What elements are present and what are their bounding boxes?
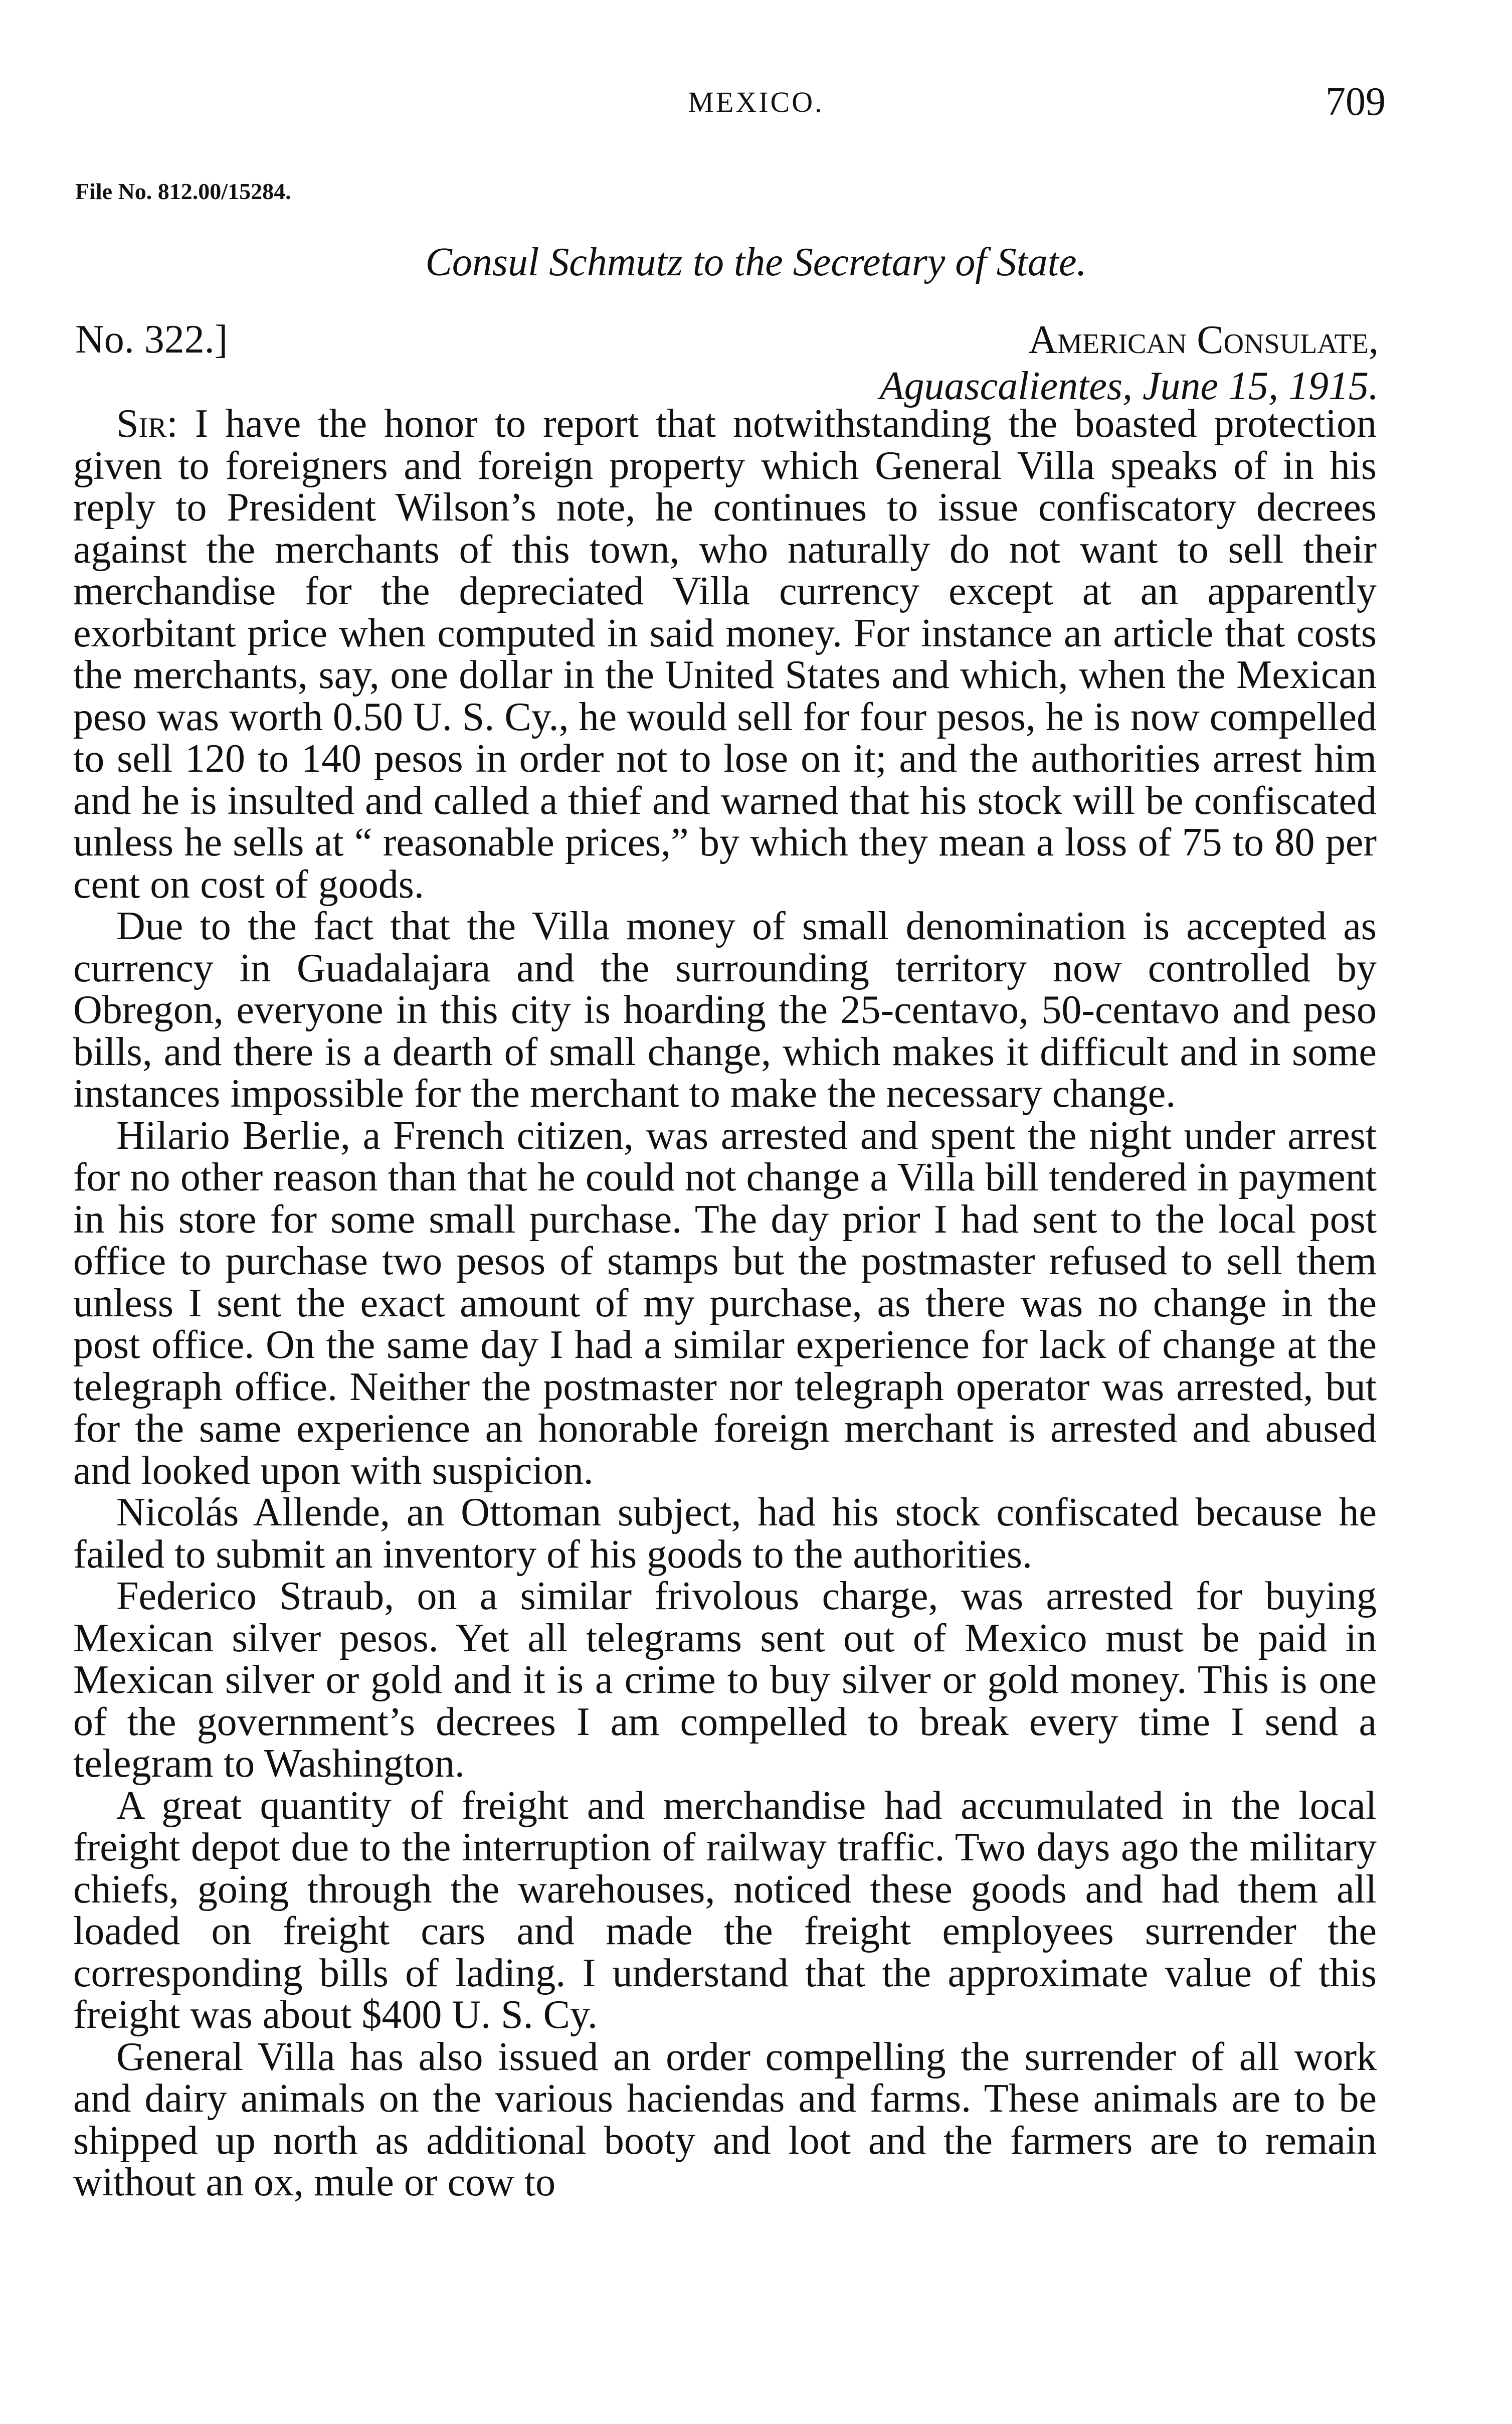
salutation: Sir: xyxy=(116,402,178,446)
page-number: 709 xyxy=(1326,80,1386,124)
file-number: File No. 812.00/15284. xyxy=(75,179,291,204)
paragraph-text: I have the honor to report that notwithstanding the boasted protection given to foreigners and foreign property which General Villa speaks of in his reply to President Wilson’s note, he continues to issue confiscatory decrees against the merchants of this town, who naturally do not want to sell their merchandise for the depreciated Villa currency except at an apparently exorbitant price when computed in said money. For instance an article that costs the merchants, say, one dollar in the United States and which, when the Mexican peso was worth 0.50 U. S. Cy., he would sell for four pesos, he is now compelled to sell 120 to 140 pesos in order not to lose on it; and the authorities arrest him and he is insulted and called a thief and warned that his stock will be confiscated unless he sells at “ reasonable prices,” by which they mean a loss of 75 to 80 per cent on cost of goods. xyxy=(73,402,1377,907)
body-text xyxy=(73,403,1377,2204)
document-heading: Consul Schmutz to the Secretary of State. xyxy=(425,240,1087,284)
paragraph-1 xyxy=(73,403,1377,906)
paragraph-7: General Villa has also issued an order compelling the surrender of all work and dairy animals on the various haciendas and farms. These animals are to be shipped up north as additional booty and loot and the farmers are to remain without an ox, mule or cow to xyxy=(73,2034,1377,2204)
paragraph-2: Due to the fact that the Villa money of small denomination is accepted as currency in Guadalajara and the surrounding territory now controlled by Obregon, everyone in this city is hoarding the 25-centavo, 50-centavo and peso bills, and there is a dearth of small change, which makes it difficult and in some instances impossible for the merchant to make the necessary change. xyxy=(73,904,1377,1116)
dateline-block xyxy=(742,317,1379,409)
paragraph-6: A great quantity of freight and merchandise had accumulated in the local freight depot due to the interruption of railway traffic. Two days ago the military chiefs, going through the warehouses, noticed these goods and had them all loaded on freight cars and made the freight employees surrender the corresponding bills of lading. I understand that the approximate value of this freight was about $400 U. S. Cy. xyxy=(73,1783,1377,2037)
dispatch-number: No. 322.] xyxy=(75,317,228,362)
paragraph-5: Federico Straub, on a similar frivolous charge, was arrested for buying Mexican silver pesos. Yet all telegrams sent out of Mexico must be paid in Mexican silver or gold and it is a crime to buy silver or gold money. This is one of the government’s decrees I am compelled to break every time I send a telegram to Washington. xyxy=(73,1574,1377,1786)
consulate-name: American Consulate, xyxy=(1028,318,1379,362)
place-and-date: Aguascalientes, June 15, 1915. xyxy=(879,364,1379,408)
paragraph-3: Hilario Berlie, a French citizen, was arrested and spent the night under arrest for no other reason than that he could not change a Villa bill tendered in payment in his store for some small purchase. The day prior I had sent to the local post office to purchase two pesos of stamps but the postmaster refused to sell them unless I sent the exact amount of my purchase, as there was no change in the post office. On the same day I had a similar experience for lack of change at the telegraph office. Neither the postmaster nor telegraph operator was arrested, but for the same experience an honorable foreign merchant is arrested and abused and looked upon with suspicion. xyxy=(73,1113,1377,1493)
running-head xyxy=(0,80,1512,140)
running-title: MEXICO. xyxy=(688,86,824,118)
paragraph-4: Nicolás Allende, an Ottoman subject, had his stock confiscated because he failed to submit an inventory of his goods to the authorities. xyxy=(73,1490,1377,1577)
